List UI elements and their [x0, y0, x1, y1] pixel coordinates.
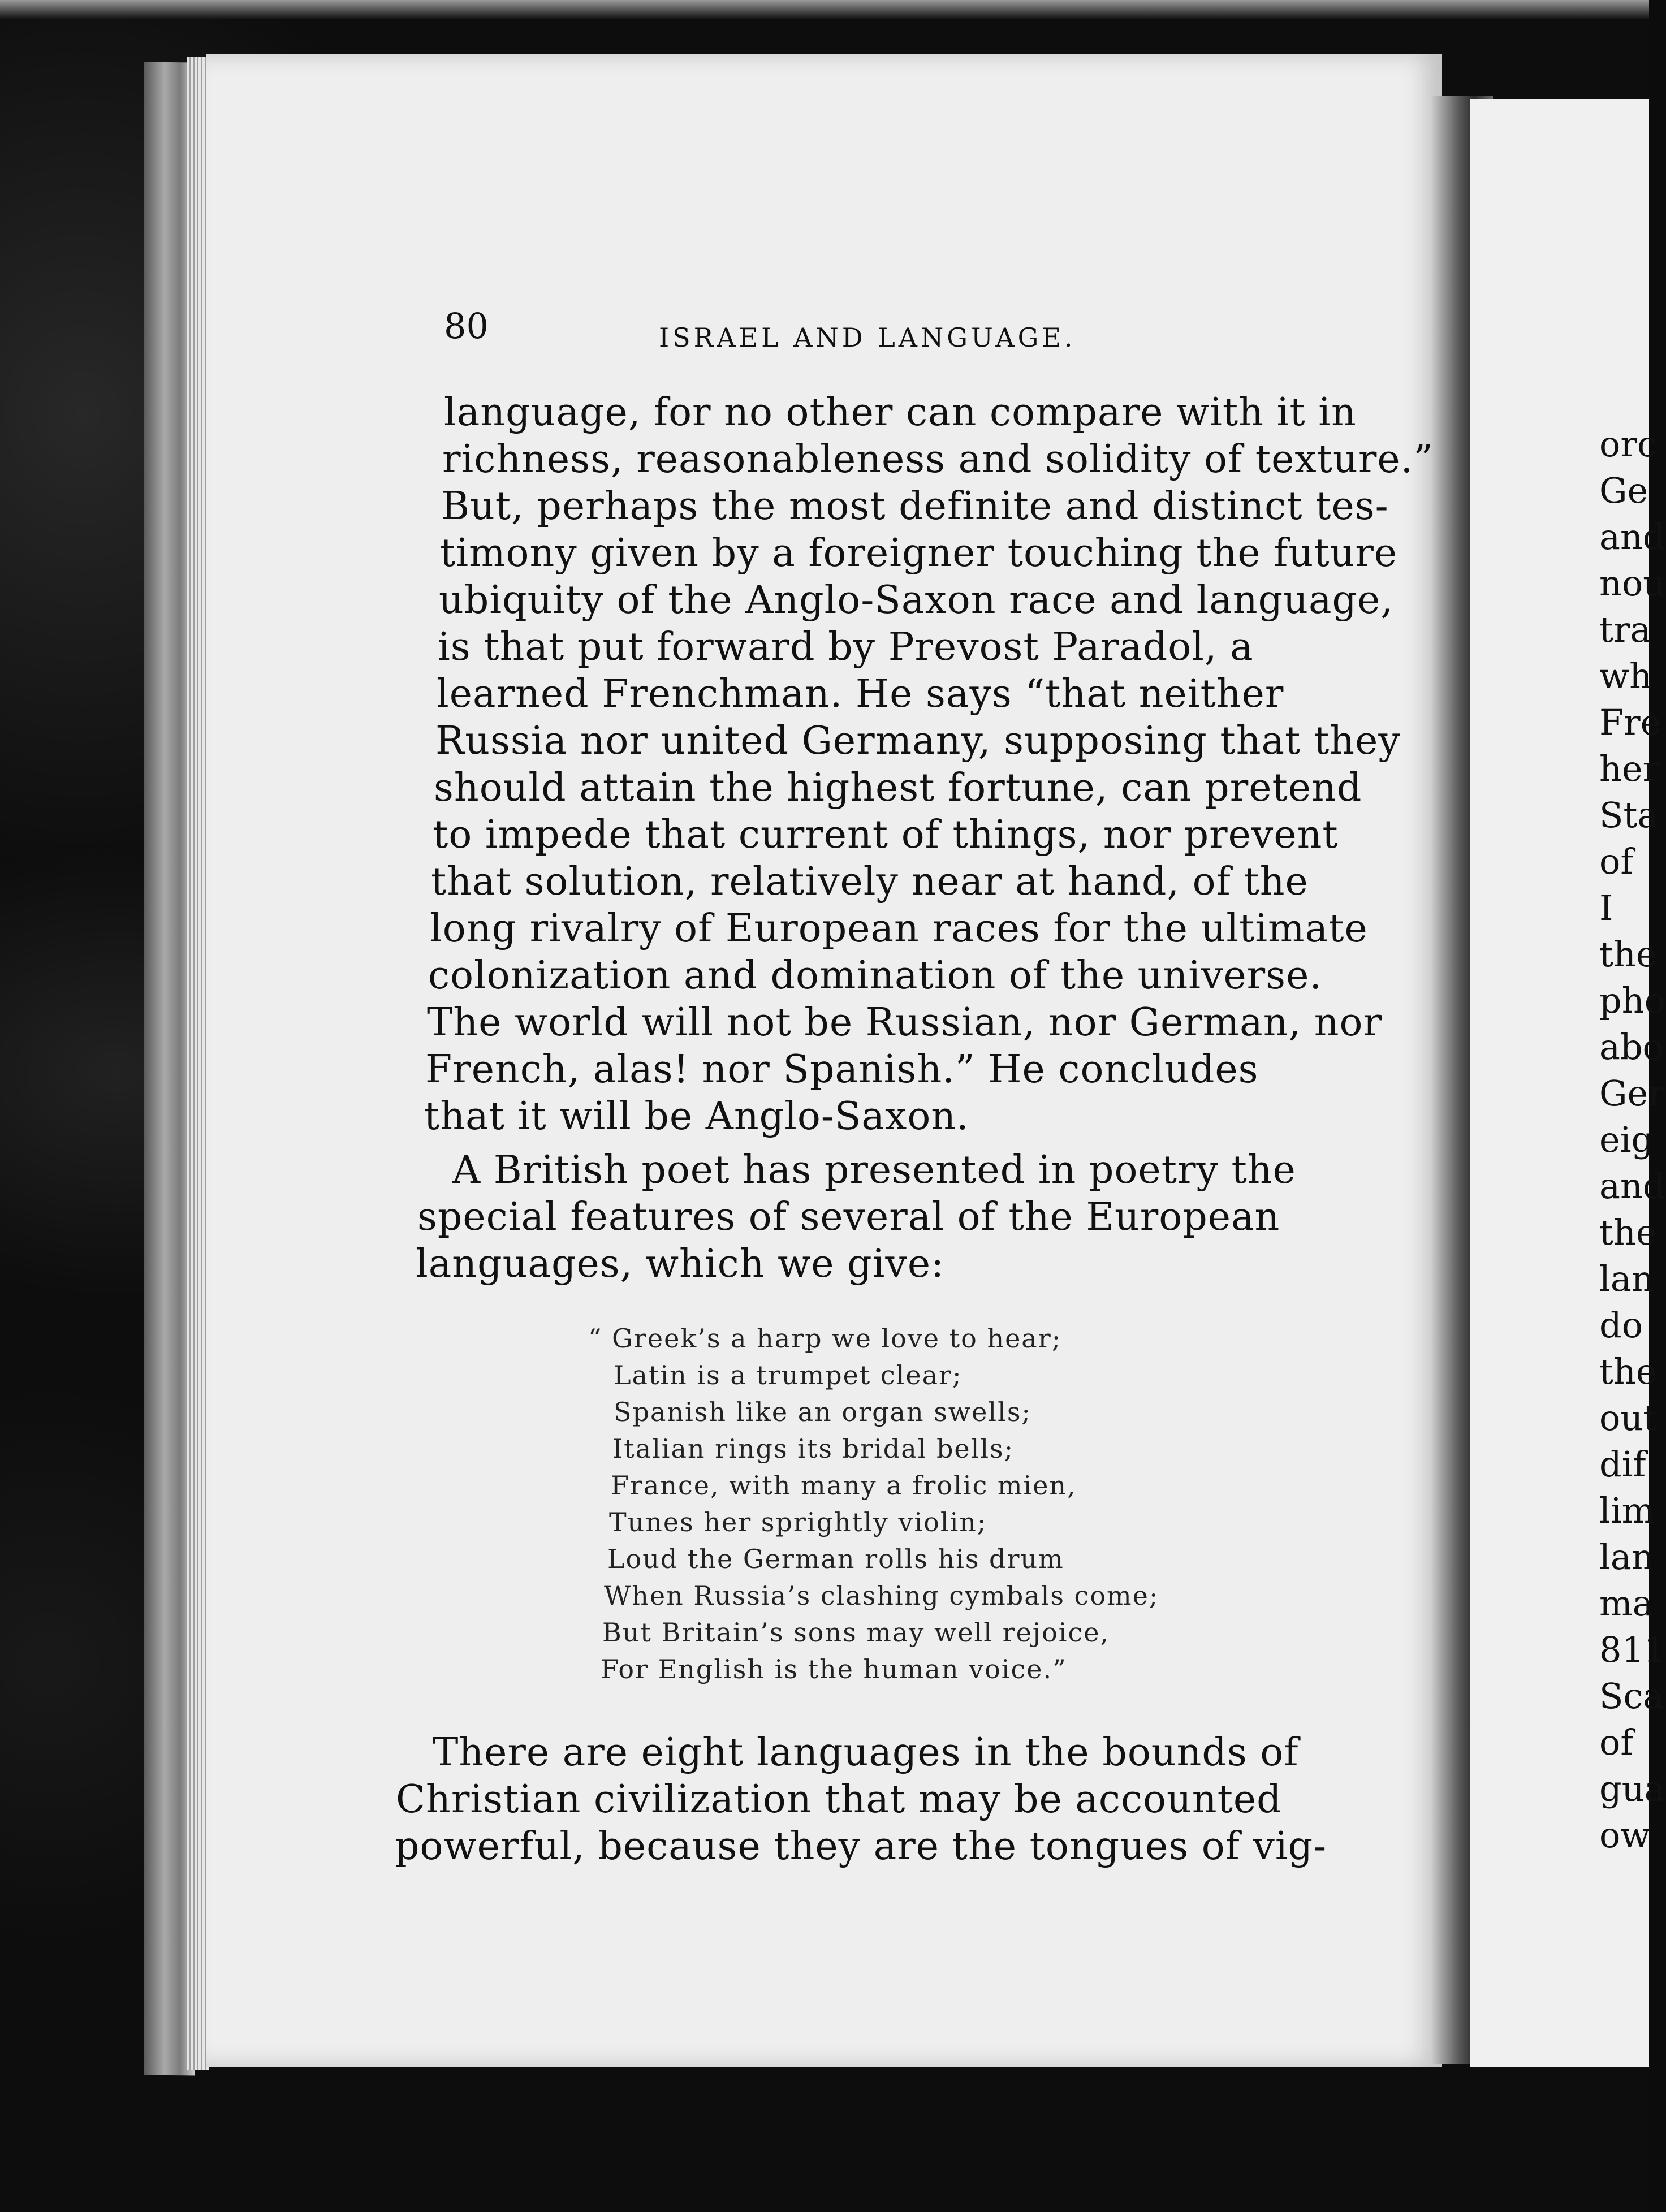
- body-line: that it will be Anglo-Saxon.: [424, 1094, 969, 1139]
- body-line: A British poet has presented in poetry the: [452, 1148, 1296, 1193]
- poem-line: Italian rings its bridal bells;: [612, 1433, 1015, 1464]
- poem-line: For English is the human voice.”: [601, 1654, 1067, 1684]
- poem-line: France, with many a frolic mien,: [611, 1470, 1077, 1501]
- facing-page-fragment: Ger: [1599, 1073, 1665, 1114]
- facing-page-fragment: Ge: [1599, 470, 1648, 511]
- body-line: learned Frenchman. He says “that neither: [437, 672, 1284, 716]
- poem-line: Spanish like an organ swells;: [614, 1397, 1031, 1427]
- body-line: Russia nor united Germany, supposing that they: [435, 719, 1401, 763]
- facing-page-fragment: and: [1599, 516, 1665, 558]
- body-line: to impede that current of things, nor prevent: [433, 813, 1339, 857]
- facing-page-fragment: of: [1599, 1722, 1634, 1763]
- facing-page-fragment: abo: [1599, 1026, 1664, 1068]
- facing-page-fragment: lim: [1599, 1490, 1655, 1531]
- facing-page-fragment: the: [1599, 1212, 1657, 1253]
- poem-line: When Russia’s clashing cymbals come;: [604, 1580, 1159, 1611]
- facing-page-fragment: orc: [1599, 424, 1657, 465]
- body-line: There are eight languages in the bounds of: [433, 1730, 1299, 1775]
- body-line: powerful, because they are the tongues of vig-: [395, 1824, 1327, 1869]
- facing-page-fragment: I: [1599, 887, 1613, 928]
- body-line: The world will not be Russian, nor German, nor: [427, 1000, 1382, 1045]
- facing-page-fragment: wh: [1599, 655, 1652, 697]
- body-line: Christian civilization that may be accounted: [396, 1777, 1282, 1822]
- body-line: timony given by a foreigner touching the future: [440, 531, 1398, 576]
- facing-page-fragment: 811: [1599, 1629, 1666, 1670]
- facing-page-fragment: dif: [1599, 1444, 1646, 1485]
- facing-page-fragment: do: [1599, 1304, 1643, 1346]
- facing-page-fragment: gua: [1599, 1768, 1665, 1809]
- facing-page-fragment: Sca: [1599, 1675, 1664, 1717]
- body-line: special features of several of the European: [417, 1195, 1280, 1239]
- facing-page: [1470, 99, 1666, 2067]
- facing-page-fragment: her: [1599, 748, 1660, 789]
- body-line: ubiquity of the Anglo-Saxon race and language,: [439, 578, 1393, 623]
- poem-line: But Britain’s sons may well rejoice,: [602, 1617, 1110, 1648]
- facing-page-fragment: out: [1599, 1397, 1658, 1438]
- facing-page-fragment: of: [1599, 841, 1634, 882]
- facing-page-fragment: lan: [1599, 1258, 1654, 1299]
- facing-page-fragment: ma: [1599, 1583, 1654, 1624]
- facing-page-fragment: lan: [1599, 1536, 1654, 1578]
- body-line: languages, which we give:: [416, 1242, 944, 1286]
- poem-line: “ Greek’s a harp we love to hear;: [588, 1323, 1062, 1354]
- body-line: should attain the highest fortune, can pretend: [434, 766, 1362, 810]
- facing-page-fragment: and: [1599, 1165, 1665, 1207]
- facing-page-fragment: Sta: [1599, 794, 1659, 836]
- facing-page-fragment: the: [1599, 934, 1657, 975]
- poem-line: Loud the German rolls his drum: [607, 1544, 1064, 1574]
- facing-page-fragment: the: [1599, 1351, 1657, 1392]
- facing-page-fragment: ow: [1599, 1814, 1651, 1856]
- body-line: that solution, relatively near at hand, of the: [431, 859, 1309, 904]
- body-line: colonization and domination of the universe.: [428, 953, 1322, 998]
- facing-page-fragment: tra: [1599, 609, 1651, 650]
- viewer-top-bar: [0, 0, 1649, 19]
- body-line: French, alas! nor Spanish.” He concludes: [425, 1047, 1259, 1092]
- page-edges: [187, 57, 209, 2070]
- facing-page-fragment: pho: [1599, 980, 1665, 1021]
- running-title: ISRAEL AND LANGUAGE.: [659, 322, 1076, 353]
- page-number: 80: [444, 305, 489, 347]
- body-line: But, perhaps the most definite and distinct tes-: [441, 484, 1389, 529]
- body-line: richness, reasonableness and solidity of texture.”: [442, 437, 1434, 482]
- poem-line: Tunes her sprightly violin;: [609, 1507, 987, 1537]
- facing-page-fragment: eig: [1599, 1119, 1654, 1160]
- facing-page-fragment: nou: [1599, 563, 1666, 604]
- body-line: language, for no other can compare with it in: [444, 390, 1357, 435]
- facing-page-fragment: Fre: [1599, 702, 1661, 743]
- body-line: is that put forward by Prevost Paradol, a: [438, 625, 1254, 669]
- body-line: long rivalry of European races for the ultimate: [430, 906, 1368, 951]
- poem-line: Latin is a trumpet clear;: [614, 1360, 963, 1390]
